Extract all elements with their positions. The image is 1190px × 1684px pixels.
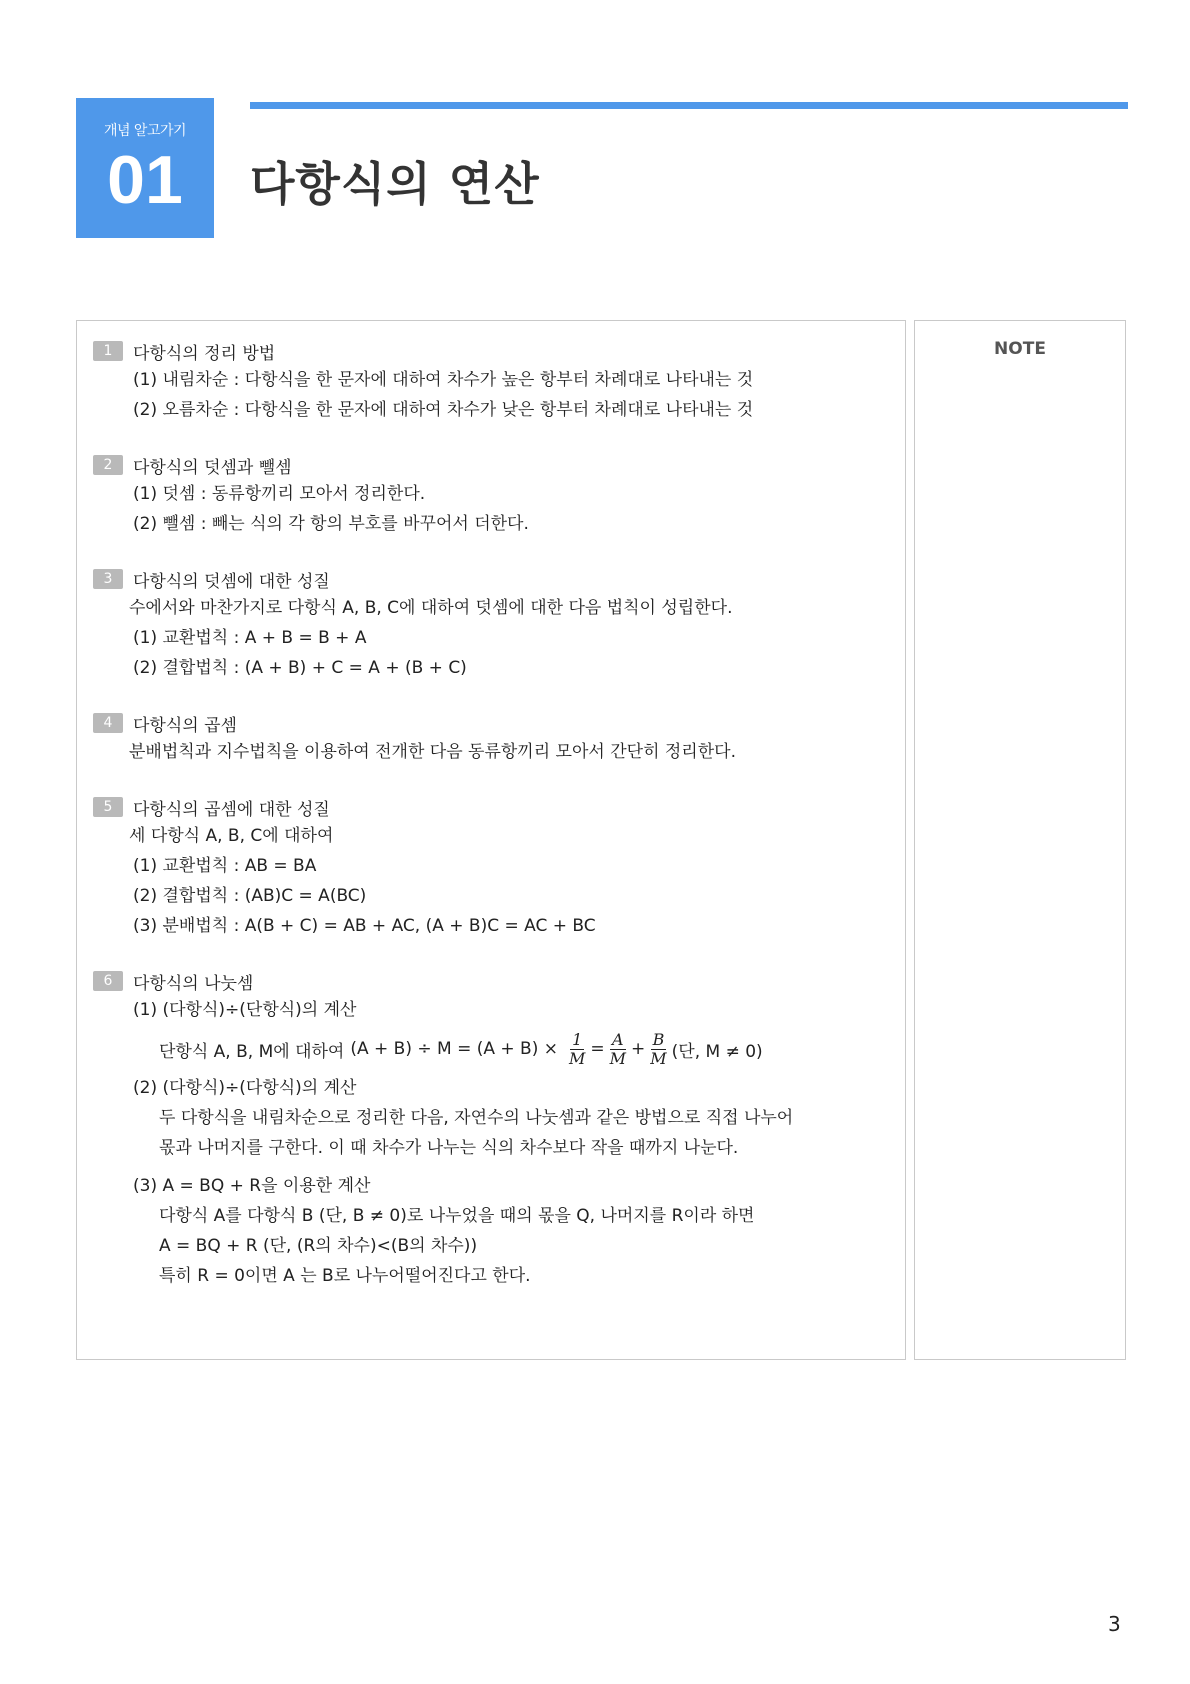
list-item: (1) 내림차순 : 다항식을 한 문자에 대하여 차수가 높은 항부터 차례대로 나타내는 것	[133, 370, 754, 390]
formula-prefix: 단항식 A, B, M에 대하여	[159, 1041, 345, 1062]
section-1	[93, 337, 895, 425]
badge-caption: 개념 알고가기	[103, 123, 187, 139]
numerator: B	[652, 1029, 665, 1049]
section-title: 다항식의 정리 방법	[133, 343, 276, 364]
list-item: (3) 분배법칙 : A(B + C) = AB + AC, (A + B)C = AC + BC	[133, 916, 596, 936]
section-6	[93, 967, 895, 1291]
equals-sign: =	[590, 1039, 605, 1059]
content-box	[76, 320, 906, 1360]
division-formula	[93, 1025, 895, 1073]
body-text: 두 다항식을 내림차순으로 정리한 다음, 자연수의 나눗셈과 같은 방법으로 직접 나누어	[159, 1108, 794, 1128]
section-number: 6	[93, 971, 123, 991]
section-5	[93, 793, 895, 941]
section-title: 다항식의 곱셈	[133, 715, 237, 736]
list-item: (1) 교환법칙 : A + B = B + A	[133, 628, 367, 648]
fraction	[567, 1031, 587, 1068]
header-rule	[250, 102, 1128, 109]
denominator: M	[609, 1048, 627, 1068]
section-3	[93, 565, 895, 683]
section-number: 3	[93, 569, 123, 589]
body-text: 다항식 A를 다항식 B (단, B ≠ 0)로 나누었을 때의 몫을 Q, 나머지를 R이라 하면	[159, 1206, 755, 1226]
formula-expression: (A + B) ÷ M = (A + B) ×	[350, 1039, 558, 1059]
list-item: (2) 결합법칙 : (AB)C = A(BC)	[133, 886, 367, 906]
subsection-head: (3) A = BQ + R을 이용한 계산	[133, 1176, 371, 1196]
chapter-number: 01	[107, 142, 183, 218]
plus-sign: +	[631, 1039, 646, 1059]
section-number: 1	[93, 341, 123, 361]
note-panel	[914, 320, 1126, 1360]
body-text: A = BQ + R (단, (R의 차수)<(B의 차수))	[159, 1236, 478, 1256]
body-text: 특히 R = 0이면 A 는 B로 나누어떨어진다고 한다.	[159, 1266, 531, 1286]
numerator: 1	[572, 1029, 583, 1049]
section-title: 다항식의 덧셈에 대한 성질	[133, 571, 330, 592]
denominator: M	[650, 1048, 667, 1068]
numerator: A	[612, 1029, 624, 1049]
subsection-head: (2) (다항식)÷(다항식)의 계산	[133, 1078, 357, 1098]
fraction	[648, 1031, 668, 1068]
chapter-badge	[76, 98, 214, 238]
note-label: NOTE	[994, 339, 1046, 359]
section-4	[93, 709, 895, 767]
subsection-head: (1) (다항식)÷(단항식)의 계산	[133, 1000, 357, 1020]
page-number: 3	[1108, 1612, 1121, 1636]
list-item: (1) 덧셈 : 동류항끼리 모아서 정리한다.	[133, 484, 426, 504]
list-item: (2) 뺄셈 : 빼는 식의 각 항의 부호를 바꾸어서 더한다.	[133, 514, 529, 534]
section-title: 다항식의 덧셈과 뺄셈	[133, 457, 292, 478]
formula-condition: (단, M ≠ 0)	[671, 1041, 763, 1062]
section-title: 다항식의 곱셈에 대한 성질	[133, 799, 330, 820]
section-intro: 세 다항식 A, B, C에 대하여	[129, 826, 334, 846]
section-intro: 수에서와 마찬가지로 다항식 A, B, C에 대하여 덧셈에 대한 다음 법칙이 성립한다.	[129, 598, 733, 618]
list-item: (2) 결합법칙 : (A + B) + C = A + (B + C)	[133, 658, 467, 678]
section-intro: 분배법칙과 지수법칙을 이용하여 전개한 다음 동류항끼리 모아서 간단히 정리한다.	[129, 742, 736, 762]
list-item: (1) 교환법칙 : AB = BA	[133, 856, 317, 876]
fraction	[608, 1031, 628, 1068]
body-text: 몫과 나머지를 구한다. 이 때 차수가 나누는 식의 차수보다 작을 때까지 나눈다.	[159, 1138, 739, 1158]
section-number: 4	[93, 713, 123, 733]
section-number: 2	[93, 455, 123, 475]
list-item: (2) 오름차순 : 다항식을 한 문자에 대하여 차수가 낮은 항부터 차례대로 나타내는 것	[133, 400, 754, 420]
section-title: 다항식의 나눗셈	[133, 973, 254, 994]
denominator: M	[568, 1048, 586, 1068]
page-title: 다항식의 연산	[250, 157, 540, 211]
section-number: 5	[93, 797, 123, 817]
section-2	[93, 451, 895, 539]
